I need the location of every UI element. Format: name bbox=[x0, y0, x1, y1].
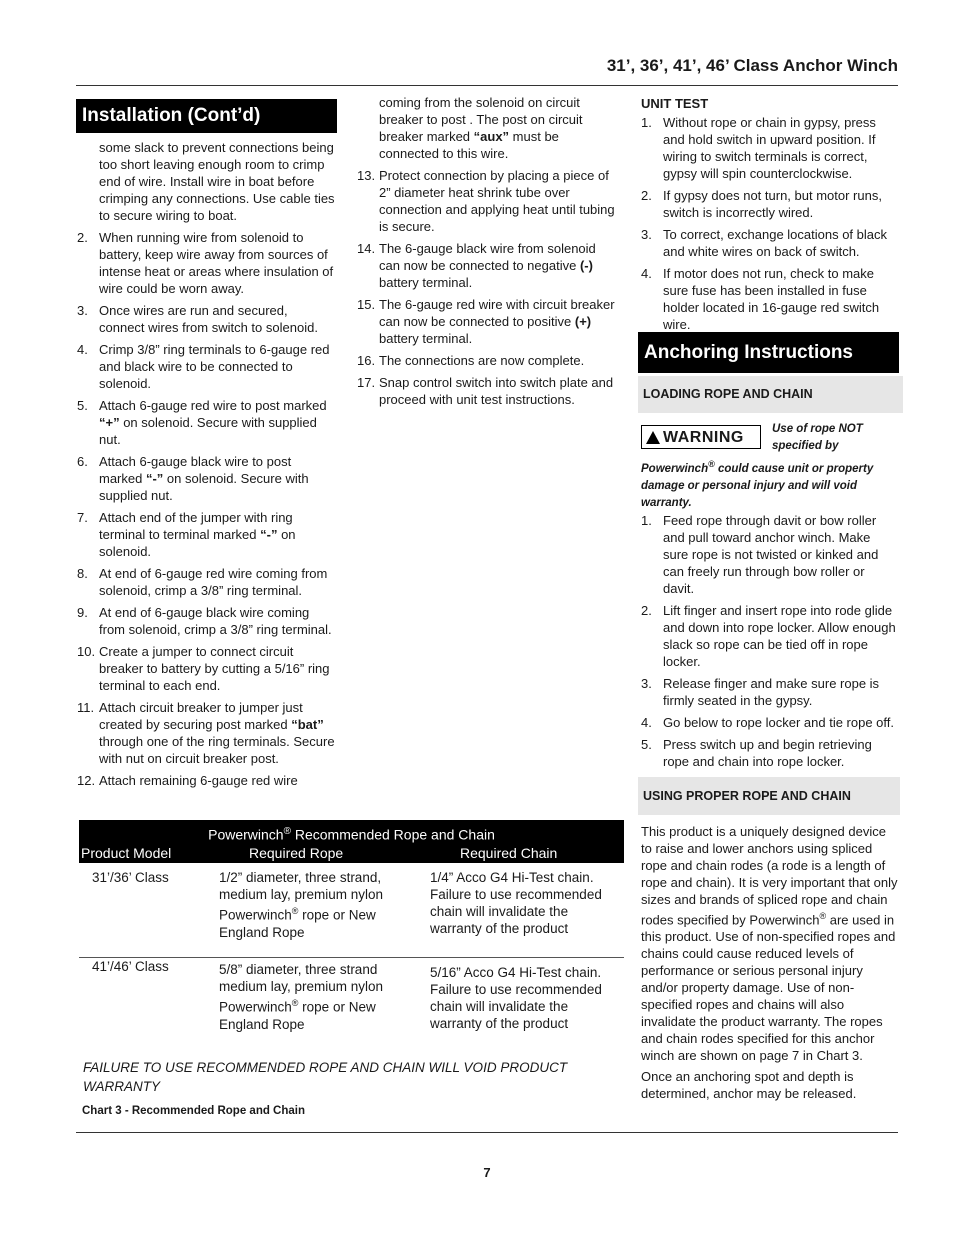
failure-note: FAILURE TO USE RECOMMENDED ROPE AND CHAIN WILL VOID PRODUCT WARRANTY bbox=[83, 1060, 568, 1094]
list-item-text-pre: The 6-gauge red wire with circuit breaker can now be connected to positive bbox=[379, 297, 615, 329]
list-item-number: 3. bbox=[641, 227, 652, 242]
list-item-text-pre: Attach 6-gauge red wire to post marked bbox=[99, 398, 327, 413]
list-item bbox=[357, 374, 619, 408]
list-item-text: Press switch up and begin retrieving rope and chain into rope locker. bbox=[663, 737, 872, 769]
rope-table-header bbox=[79, 820, 624, 863]
list-item-text: Go below to rope locker and tie rope off. bbox=[663, 715, 895, 730]
list-item-text: Crimp 3/8” ring terminals to 6-gauge red and black wire to be connected to solenoid. bbox=[99, 342, 330, 391]
list-item-text: Feed rope through davit or bow roller and pull toward anchor winch. Make sure rope is not twisted or kinked and can freely run through bow roller or davit. bbox=[663, 513, 879, 596]
list-item bbox=[77, 565, 336, 599]
list-item-number: 17. bbox=[357, 375, 376, 390]
list-item-text-bold: “+” bbox=[99, 415, 120, 430]
list-item-number: 2. bbox=[77, 230, 88, 245]
row-model: 31’/36’ Class bbox=[92, 870, 169, 885]
list-item bbox=[77, 302, 336, 336]
list-item-number: 10. bbox=[77, 644, 96, 659]
page-header-title: 31’, 36’, 41’, 46’ Class Anchor Winch bbox=[606, 56, 898, 75]
proper-rope-paragraph-1: This product is a uniquely designed device to raise and lower anchors using spliced rope and chain rodes (a rode is a length of rope and chain). It is very important that only sizes and brands of spliced rope and chain rodes specified by Powerwinch® are used in this product. Use of non-specified ropes and chains could cause reduced levels of performance or serious personal injury and/or property damage. Use of non-specified ropes and chains will also invalidate the product warranty. The ropes and chain rodes specified for this anchor winch are shown on page 7 in Chart 3. bbox=[641, 824, 898, 1064]
list-item-text: At end of 6-gauge black wire coming from solenoid, crimp a 3/8” ring terminal. bbox=[99, 605, 332, 637]
list-item-text: At end of 6-gauge red wire coming from solenoid, crimp a 3/8” ring terminal. bbox=[99, 566, 328, 598]
list-item-number: 1. bbox=[641, 115, 652, 130]
list-item-number: 14. bbox=[357, 241, 376, 256]
row-rope: 1/2” diameter, three strand, medium lay, premium nylon Powerwinch® rope or New England Rope bbox=[219, 870, 384, 940]
list-item-text: Attach remaining 6-gauge red wire bbox=[99, 773, 298, 788]
table-row bbox=[79, 863, 624, 957]
list-item-number: 8. bbox=[77, 566, 88, 581]
list-item-text: Protect connection by placing a piece of 2” diameter heat shrink tube over connection and applying heat until tubing is secure. bbox=[379, 168, 615, 234]
list-item-text: If motor does not run, check to make sure fuse has been installed in fuse holder located in 16-gauge red switch wire. bbox=[663, 266, 880, 332]
loading-rope-chain-title: LOADING ROPE AND CHAIN bbox=[638, 376, 903, 413]
list-item-text: Snap control switch into switch plate and proceed with unit test instructions. bbox=[379, 375, 614, 407]
installation-intro: some slack to prevent connections being too short leaving enough room to crimp end of wire. Install wire in boat before crimping any connections. Use cable ties to secure wiring to boat. bbox=[99, 140, 335, 223]
page-number: 7 bbox=[483, 1165, 491, 1180]
header-required-chain: Required Chain bbox=[460, 845, 558, 861]
list-item-text: To correct, exchange locations of black and white wires on back of switch. bbox=[663, 227, 888, 259]
unit-test-list bbox=[641, 114, 897, 338]
row-model: 41’/46’ Class bbox=[92, 959, 169, 974]
list-item bbox=[357, 352, 619, 369]
list-item bbox=[77, 772, 336, 789]
list-item-text: Lift finger and insert rope into rode glide and down into rope locker. Allow enough slack so rope can be tied off in rope locker. bbox=[663, 603, 896, 669]
list-item-number: 3. bbox=[77, 303, 88, 318]
list-item bbox=[77, 341, 336, 392]
list-item bbox=[641, 675, 899, 709]
proper-rope-paragraph-2: Once an anchoring spot and depth is determined, anchor may be released. bbox=[641, 1069, 857, 1101]
list-item-number: 13. bbox=[357, 168, 376, 183]
list-item-text-pre: Attach 6-gauge black wire to post marked bbox=[99, 454, 292, 486]
list-item-text-bold: “-” bbox=[145, 471, 164, 486]
list-item-number: 15. bbox=[357, 297, 376, 312]
loading-steps-list bbox=[641, 512, 899, 775]
list-item bbox=[641, 114, 897, 182]
list-item-text-pre: Attach end of the jumper with ring terminal to terminal marked bbox=[99, 510, 293, 542]
list-item bbox=[357, 167, 619, 235]
warning-word: WARNING bbox=[663, 428, 744, 446]
middle-continued-text: coming from the solenoid on circuit breaker to post . The post on circuit breaker marked “aux” must be connected to this wire. bbox=[379, 95, 583, 161]
chart-caption: Chart 3 - Recommended Rope and Chain bbox=[82, 1105, 306, 1117]
list-item-number: 1. bbox=[641, 513, 652, 528]
list-item-number: 9. bbox=[77, 605, 88, 620]
header-product-model: Product Model bbox=[81, 845, 172, 861]
list-item-text-post: battery terminal. bbox=[379, 275, 473, 290]
list-item-text: Once wires are run and secured, connect wires from switch to solenoid. bbox=[99, 303, 318, 335]
table-row bbox=[79, 958, 624, 1042]
footer-rule bbox=[76, 1132, 898, 1133]
list-item bbox=[641, 226, 897, 260]
list-item-text-post: through one of the ring terminals. Secure with nut on circuit breaker post. bbox=[99, 734, 335, 766]
list-item bbox=[77, 453, 336, 504]
list-item-number: 4. bbox=[641, 266, 652, 281]
warning-text-body: Powerwinch® could cause unit or property damage or personal injury and will void warranty. bbox=[641, 459, 874, 509]
list-item bbox=[357, 240, 619, 291]
list-item-text-bold: “-” bbox=[260, 527, 278, 542]
list-item-text-pre: Attach circuit breaker to jumper just created by securing post marked bbox=[99, 700, 303, 732]
list-item-text: Release finger and make sure rope is firmly seated in the gypsy. bbox=[663, 676, 880, 708]
header-rule bbox=[76, 85, 898, 86]
header-required-rope: Required Rope bbox=[249, 845, 344, 861]
list-item bbox=[641, 187, 897, 221]
list-item bbox=[641, 714, 899, 731]
list-item bbox=[77, 699, 336, 767]
list-item-text-post: battery terminal. bbox=[379, 331, 473, 346]
list-item-number: 7. bbox=[77, 510, 88, 525]
list-item-text-post: on solenoid. Secure with supplied nut. bbox=[99, 415, 317, 447]
list-item bbox=[77, 229, 336, 297]
list-item-number: 4. bbox=[77, 342, 88, 357]
list-item-number: 16. bbox=[357, 353, 376, 368]
list-item-number: 11. bbox=[77, 700, 95, 715]
rope-table-title: Powerwinch® Recommended Rope and Chain bbox=[208, 826, 495, 843]
list-item bbox=[641, 512, 899, 597]
installation-steps-list bbox=[77, 229, 336, 794]
anchoring-section-title: Anchoring Instructions bbox=[638, 332, 899, 373]
unit-test-title: UNIT TEST bbox=[641, 96, 709, 111]
installation-section-title: Installation (Cont’d) bbox=[76, 99, 337, 133]
row-rope: 5/8” diameter, three strand medium lay, premium nylon Powerwinch® rope or New England Rope bbox=[219, 962, 384, 1032]
list-item-text: The connections are now complete. bbox=[379, 353, 585, 368]
list-item-text-bold: (-) bbox=[579, 258, 593, 273]
list-item-text-pre: The 6-gauge black wire from solenoid can now be connected to negative bbox=[379, 241, 596, 273]
list-item-text: If gypsy does not turn, but motor runs, switch is incorrectly wired. bbox=[663, 188, 882, 220]
list-item-text-post: on solenoid. Secure with supplied nut. bbox=[99, 471, 309, 503]
list-item-text: Without rope or chain in gypsy, press and hold switch in upward position. If wiring to switch terminals is correct, gypsy will spin counterclockwise. bbox=[663, 115, 876, 181]
list-item-text: Create a jumper to connect circuit breaker to battery by cutting a 5/16” ring terminal to each end. bbox=[99, 644, 330, 693]
list-item-text-bold: “bat” bbox=[291, 717, 324, 732]
list-item bbox=[357, 296, 619, 347]
list-item-text-bold: (+) bbox=[574, 314, 592, 329]
proper-rope-chain-title: USING PROPER ROPE AND CHAIN bbox=[638, 777, 900, 815]
list-item bbox=[77, 643, 336, 694]
list-item bbox=[77, 397, 336, 448]
list-item-number: 3. bbox=[641, 676, 652, 691]
warning-badge bbox=[641, 425, 761, 449]
list-item-text: When running wire from solenoid to battery, keep wire away from sources of intense heat or areas where insulation of wire could be worn away. bbox=[99, 230, 334, 296]
row-chain: 1/4” Acco G4 Hi-Test chain. Failure to use recommended chain will invalidate the warranty of the product bbox=[430, 870, 602, 936]
list-item-number: 2. bbox=[641, 188, 652, 203]
list-item-number: 4. bbox=[641, 715, 652, 730]
list-item bbox=[77, 604, 336, 638]
list-item-number: 12. bbox=[77, 773, 96, 788]
list-item bbox=[77, 509, 336, 560]
list-item-number: 5. bbox=[641, 737, 652, 752]
list-item bbox=[641, 736, 899, 770]
list-item-number: 2. bbox=[641, 603, 652, 618]
list-item-text-post: on solenoid. bbox=[99, 527, 296, 559]
list-item bbox=[641, 265, 897, 333]
warning-triangle-icon bbox=[646, 431, 660, 444]
row-chain: 5/16” Acco G4 Hi-Test chain. Failure to use recommended chain will invalidate the warranty of the product bbox=[430, 965, 602, 1031]
list-item-number: 5. bbox=[77, 398, 88, 413]
list-item-number: 6. bbox=[77, 454, 88, 469]
list-item bbox=[641, 602, 899, 670]
warning-text-top: Use of rope NOT specified by bbox=[772, 423, 863, 452]
middle-steps-list bbox=[357, 167, 619, 413]
